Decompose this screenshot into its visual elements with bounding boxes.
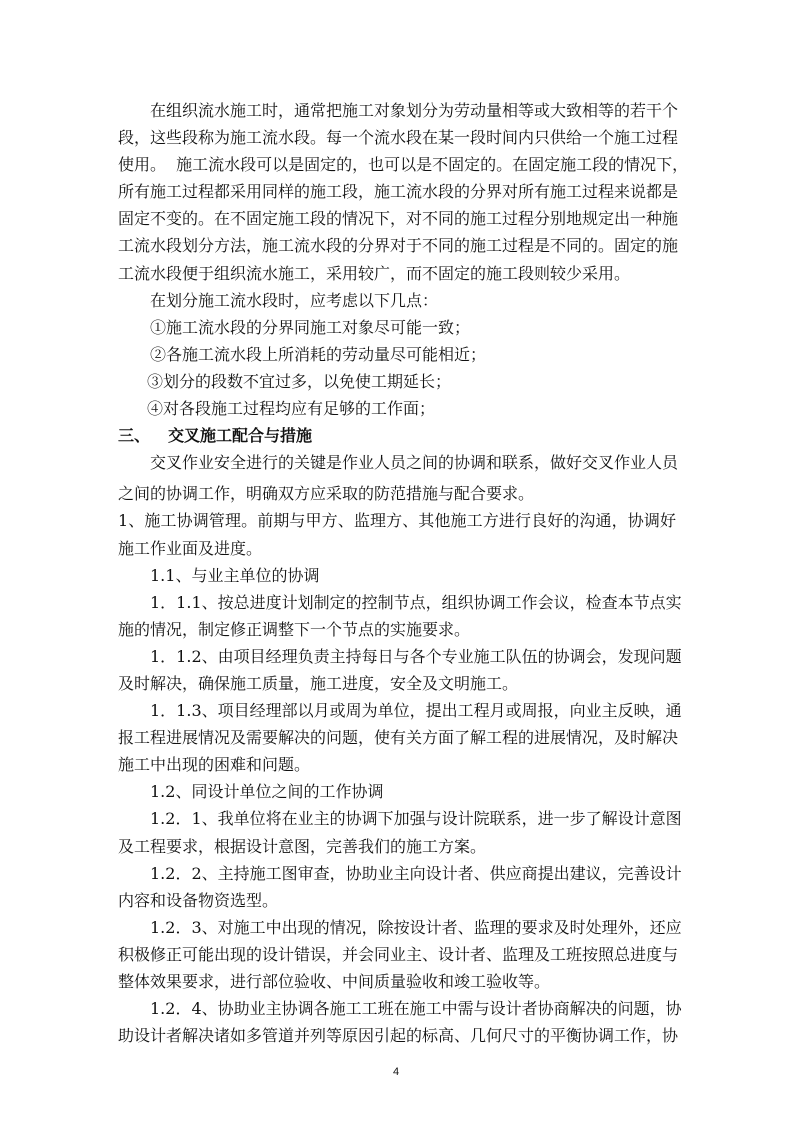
text-line: 内容和设备物资选型。 xyxy=(118,890,279,910)
text-line: 所有施工过程都采用同样的施工段，施工流水段的分界对所有施工过程来说都是 xyxy=(118,182,679,202)
list-item: ②各施工流水段上所消耗的劳动量尽可能相近； xyxy=(150,344,487,364)
text-line: 1.2．2、主持施工图审查，协助业主向设计者、供应商提出建议，完善设计 xyxy=(150,863,682,883)
text-line: 整体效果要求，进行部位验收、中间质量验收和竣工验收等。 xyxy=(118,972,551,991)
text-line: 在组织流水施工时，通常把施工对象划分为劳动量相等或大致相等的若干个 xyxy=(150,101,679,120)
text-line: 1．1.2、由项目经理负责主持每日与各个专业施工队伍的协调会，发现问题 xyxy=(150,646,682,666)
document-page xyxy=(118,97,689,1049)
list-item: ④对各段施工过程均应有足够的工作面； xyxy=(147,399,436,419)
text-line: 工流水段便于组织流水施工，采用较广，而不固定的施工段则较少采用。 xyxy=(118,263,631,283)
subheading: 1.2、同设计单位之间的工作协调 xyxy=(150,782,384,802)
text-line: 之间的协调工作，明确双方应采取的防范措施与配合要求。 xyxy=(118,484,535,504)
section-heading xyxy=(118,422,676,449)
list-item: ③划分的段数不宜过多，以免使工期延长； xyxy=(147,371,452,391)
text-line: 施工中出现的困难和问题。 xyxy=(118,755,311,775)
text-line: 报工程进展情况及需要解决的问题，使有关方面了解工程的进展情况，及时解决 xyxy=(118,728,679,748)
text-line: 1.2．1、我单位将在业主的协调下加强与设计院联系，进一步了解设计意图 xyxy=(150,809,682,829)
text-line: 1、施工协调管理。前期与甲方、监理方、其他施工方进行良好的沟通，协调好 xyxy=(118,511,676,531)
text-line: 使用。 施工流水段可以是固定的，也可以是不固定的。在固定施工段的情况下， xyxy=(118,155,689,175)
section-title: 交叉施工配合与措施 xyxy=(168,426,313,446)
text-line: 1.2．4、协助业主协调各施工工班在施工中需与设计者协商解决的问题，协 xyxy=(150,999,682,1019)
text-line: 积极修正可能出现的设计错误，并会同业主、设计者、监理及工班按照总进度与 xyxy=(118,944,679,964)
text-line: 在划分施工流水段时，应考虑以下几点： xyxy=(150,290,439,310)
text-line: 1.2．3、对施工中出现的情况，除按设计者、监理的要求及时处理外，还应 xyxy=(150,917,682,937)
page-number: 4 xyxy=(393,1066,400,1078)
text-line: 1．1.3、项目经理部以月或周为单位，提出工程月或周报，向业主反映，通 xyxy=(150,701,682,721)
list-item: ①施工流水段的分界同施工对象尽可能一致； xyxy=(150,317,471,337)
section-number: 三、 xyxy=(118,426,151,446)
text-line: 施工作业面及进度。 xyxy=(118,538,263,558)
text-line: 固定不变的。在不固定施工段的情况下，对不同的施工过程分别地规定出一种施 xyxy=(118,209,679,229)
text-line: 及工程要求，根据设计意图，完善我们的施工方案。 xyxy=(118,836,487,856)
text-line: 施的情况，制定修正调整下一个节点的实施要求。 xyxy=(118,619,471,639)
subheading: 1.1、与业主单位的协调 xyxy=(150,565,320,585)
text-line: 助设计者解决诸如多管道并列等原因引起的标高、几何尺寸的平衡协调工作，协 xyxy=(118,1026,679,1046)
text-line: 1．1.1、按总进度计划制定的控制节点，组织协调工作会议，检查本节点实 xyxy=(150,592,682,612)
text-line: 交叉作业安全进行的关键是作业人员之间的协调和联系，做好交叉作业人员 xyxy=(150,453,679,473)
text-line: 及时解决，确保施工质量，施工进度，安全及文明施工。 xyxy=(118,673,519,693)
text-line: 段，这些段称为施工流水段。每一个流水段在某一段时间内只供给一个施工过程 xyxy=(118,128,679,148)
text-line: 工流水段划分方法，施工流水段的分界对于不同的施工过程是不同的。固定的施 xyxy=(118,236,679,256)
